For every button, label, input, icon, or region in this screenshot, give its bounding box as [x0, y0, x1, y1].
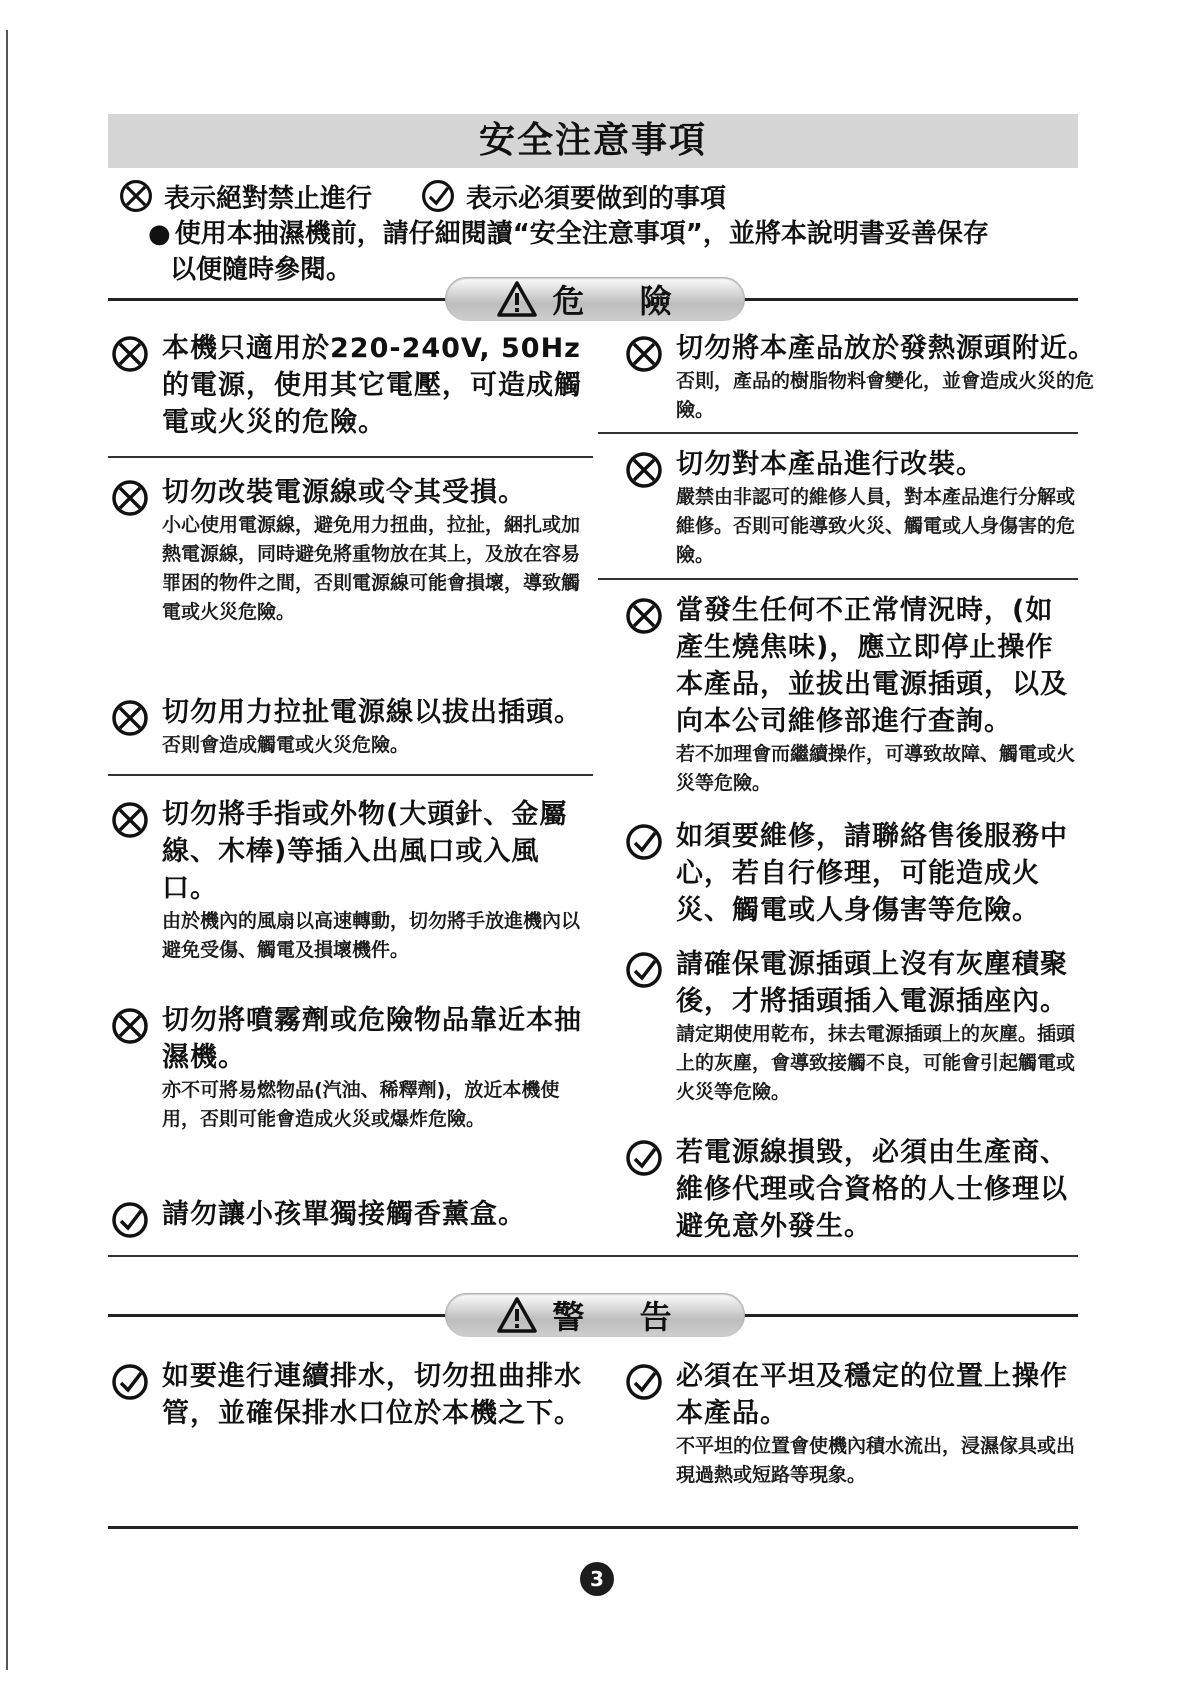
danger-item: [622, 946, 1078, 1107]
mandatory-icon: [622, 950, 666, 990]
danger-item: [108, 694, 593, 760]
item-detail: 若不加理會而繼續操作，可導致故障、觸電或火災等危險。: [676, 743, 1076, 794]
danger-rule-left: [108, 298, 448, 301]
item-heading: 切勿將噴霧劑或危險物品靠近本抽濕機。: [162, 1005, 582, 1073]
warning-rule-right: [742, 1314, 1078, 1317]
divider: [108, 774, 593, 776]
danger-header: [445, 277, 745, 321]
intro-line-1: 使用本抽濕機前，請仔細閱讀“安全注意事項”，並將本說明書妥善保存: [174, 219, 989, 249]
item-detail: 嚴禁由非認可的維修人員，對本產品進行分解或維修。否則可能導致火災、觸電或人身傷害的危險。: [676, 486, 1076, 566]
danger-item: [108, 796, 583, 965]
danger-item: [622, 592, 1078, 798]
bullet-icon: ●: [148, 219, 171, 249]
page-number: 3: [580, 1562, 614, 1596]
danger-item: [622, 330, 1108, 425]
page-title: 安全注意事項: [108, 114, 1078, 168]
warning-item: [622, 1358, 1092, 1490]
divider: [598, 578, 1078, 580]
intro-line-2: 以便隨時參閱。: [170, 255, 353, 285]
item-heading: 請確保電源插頭上沒有灰塵積聚後，才將插頭插入電源插座內。: [676, 949, 1068, 1017]
warning-header: [445, 1293, 745, 1337]
prohibited-icon: [108, 1006, 152, 1046]
danger-item: [622, 446, 1078, 570]
divider: [598, 432, 1078, 434]
warning-item: [108, 1358, 583, 1432]
danger-item: [108, 330, 583, 441]
prohibited-icon: [108, 478, 152, 518]
prohibited-icon: [108, 698, 152, 738]
item-heading: 當發生任何不正常情況時，(如產生燒焦味)，應立即停止操作本產品，並拔出電源插頭，以及向本公司維修部進行查詢。: [676, 595, 1068, 737]
prohibited-icon: [108, 334, 152, 374]
item-heading: 切勿對本產品進行改裝。: [676, 449, 984, 480]
item-heading: 切勿改裝電源線或令其受損。: [162, 477, 526, 508]
item-detail: 由於機內的風扇以高速轉動，切勿將手放進機內以避免受傷、觸電及損壞機件。: [162, 910, 581, 961]
item-heading: 切勿用力拉扯電源線以拔出插頭。: [162, 697, 582, 728]
item-heading: 切勿將本產品放於發熱源頭附近。: [676, 333, 1096, 364]
warning-label: 警 告: [552, 1298, 694, 1336]
item-heading: 必須在平坦及穩定的位置上操作本產品。: [676, 1361, 1068, 1429]
item-heading: 如要進行連續排水，切勿扭曲排水管，並確保排水口位於本機之下。: [162, 1361, 582, 1429]
item-heading: 本機只適用於220-240V, 50Hz的電源，使用其它電壓，可造成觸電或火災的危險。: [162, 333, 582, 438]
danger-item: [108, 1002, 583, 1134]
legend-mandatory-text: 表示必須要做到的事項: [466, 183, 727, 214]
footer-rule: [108, 1526, 1078, 1529]
mandatory-icon: [108, 1362, 152, 1402]
prohibited-icon: [622, 450, 666, 490]
mandatory-icon: [622, 1362, 666, 1402]
danger-item: [108, 1196, 583, 1240]
divider: [108, 1255, 1078, 1257]
prohibited-icon: [108, 800, 152, 840]
item-detail: 否則，產品的樹脂物料會變化，並會造成火災的危險。: [676, 370, 1095, 421]
item-detail: 亦不可將易燃物品(汽油、稀釋劑)，放近本機使用，否則可能會造成火災或爆炸危險。: [162, 1079, 560, 1130]
warning-triangle-icon: [496, 1296, 538, 1334]
item-heading: 請勿讓小孩單獨接觸香薰盒。: [162, 1199, 526, 1230]
item-detail: 否則會造成觸電或火災危險。: [162, 734, 410, 756]
item-detail: 請定期使用乾布，抹去電源插頭上的灰塵。插頭上的灰塵，會導致接觸不良，可能會引起觸電或火災等危險。: [676, 1023, 1076, 1103]
prohibited-icon: [118, 178, 154, 214]
warning-triangle-icon: [496, 280, 538, 318]
danger-item: [622, 1134, 1078, 1245]
legend-prohibited-text: 表示絕對禁止進行: [164, 183, 373, 214]
divider: [108, 456, 593, 458]
danger-item: [108, 474, 583, 627]
danger-item: [622, 818, 1092, 929]
item-heading: 如須要維修，請聯絡售後服務中心，若自行修理，可能造成火災、觸電或人身傷害等危險。: [676, 821, 1068, 926]
symbol-legend: [118, 176, 726, 216]
warning-rule-left: [108, 1314, 448, 1317]
item-heading: 切勿將手指或外物(大頭針、金屬線、木棒)等插入出風口或入風口。: [162, 799, 568, 904]
binding-line: [6, 30, 8, 1670]
danger-label: 危 險: [552, 282, 694, 320]
mandatory-icon: [108, 1200, 152, 1240]
mandatory-icon: [420, 178, 456, 214]
prohibited-icon: [622, 334, 666, 374]
item-detail: 不平坦的位置會使機內積水流出，浸濕傢具或出現過熱或短路等現象。: [676, 1435, 1076, 1486]
item-heading: 若電源線損毀，必須由生產商、維修代理或合資格的人士修理以避免意外發生。: [676, 1137, 1068, 1242]
item-detail: 小心使用電源線，避免用力扭曲，拉扯，綑扎或加熱電源線，同時避免將重物放在其上，及放在容易罪困的物件之間，否則電源線可能會損壞，導致觸電或火災危險。: [162, 514, 581, 623]
prohibited-icon: [622, 596, 666, 636]
danger-rule-right: [742, 298, 1078, 301]
mandatory-icon: [622, 1138, 666, 1178]
mandatory-icon: [622, 822, 666, 862]
